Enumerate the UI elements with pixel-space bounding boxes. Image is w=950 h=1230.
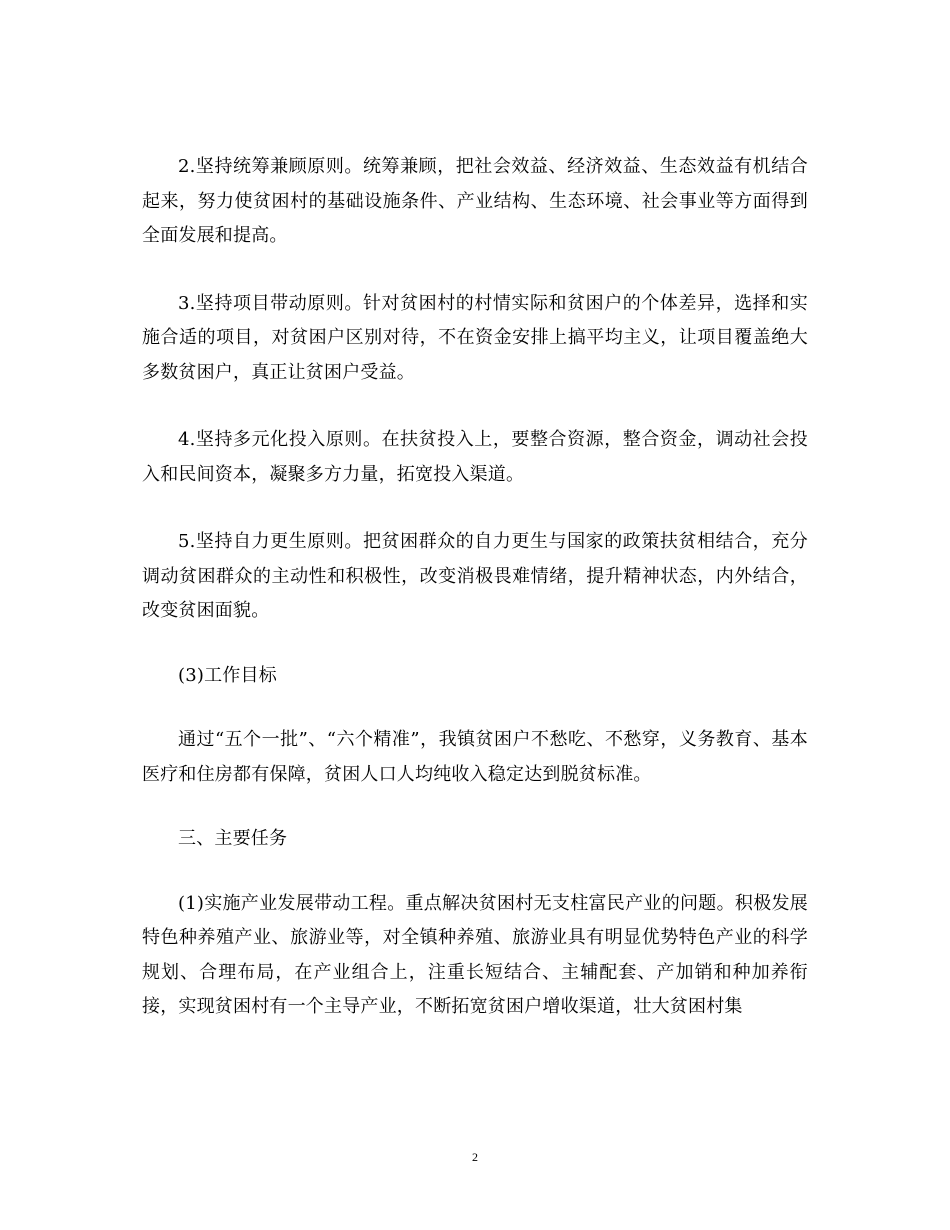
paragraph-task-1: (1)实施产业发展带动工程。重点解决贫困村无支柱富民产业的问题。积极发展特色种养殖产业、旅游业等，对全镇种养殖、旅游业具有明显优势特色产业的科学规划、合理布局，在产业组合上，注重长短结合、主辅配套、产加销和种加养衔接，实现贫困村有一个主导产业，不断拓宽贫困户增收渠道，壮大贫困村集 bbox=[142, 892, 808, 1017]
paragraph-principle-5: 5.坚持自力更生原则。把贫困群众的自力更生与国家的政策扶贫相结合，充分调动贫困群众的主动性和积极性，改变消极畏难情绪，提升精神状态，内外结合，改变贫困面貌。 bbox=[142, 531, 808, 621]
paragraph-principle-4: 4.坚持多元化投入原则。在扶贫投入上，要整合资源，整合资金，调动社会投入和民间资本，凝聚多方力量，拓宽投入渠道。 bbox=[142, 429, 808, 485]
section-heading-main-tasks: 三、主要任务 bbox=[178, 828, 288, 849]
page-number: 2 bbox=[472, 1150, 478, 1164]
paragraph-work-goals: 通过“五个一批”、“六个精准”，我镇贫困户不愁吃、不愁穿，义务教育、基本医疗和住房都有保障，贫困人口人均纯收入稳定达到脱贫标准。 bbox=[142, 729, 808, 785]
paragraph-principle-3: 3.坚持项目带动原则。针对贫困村的村情实际和贫困户的个体差异，选择和实施合适的项目，对贫困户区别对待，不在资金安排上搞平均主义，让项目覆盖绝大多数贫困户，真正让贫困户受益。 bbox=[142, 292, 808, 383]
document-body bbox=[142, 150, 808, 1025]
section-heading-work-goals: (3)工作目标 bbox=[178, 664, 277, 686]
paragraph-principle-2: 2.坚持统筹兼顾原则。统筹兼顾，把社会效益、经济效益、生态效益有机结合起来，努力使贫困村的基础设施条件、产业结构、生态环境、社会事业等方面得到全面发展和提高。 bbox=[142, 156, 808, 246]
